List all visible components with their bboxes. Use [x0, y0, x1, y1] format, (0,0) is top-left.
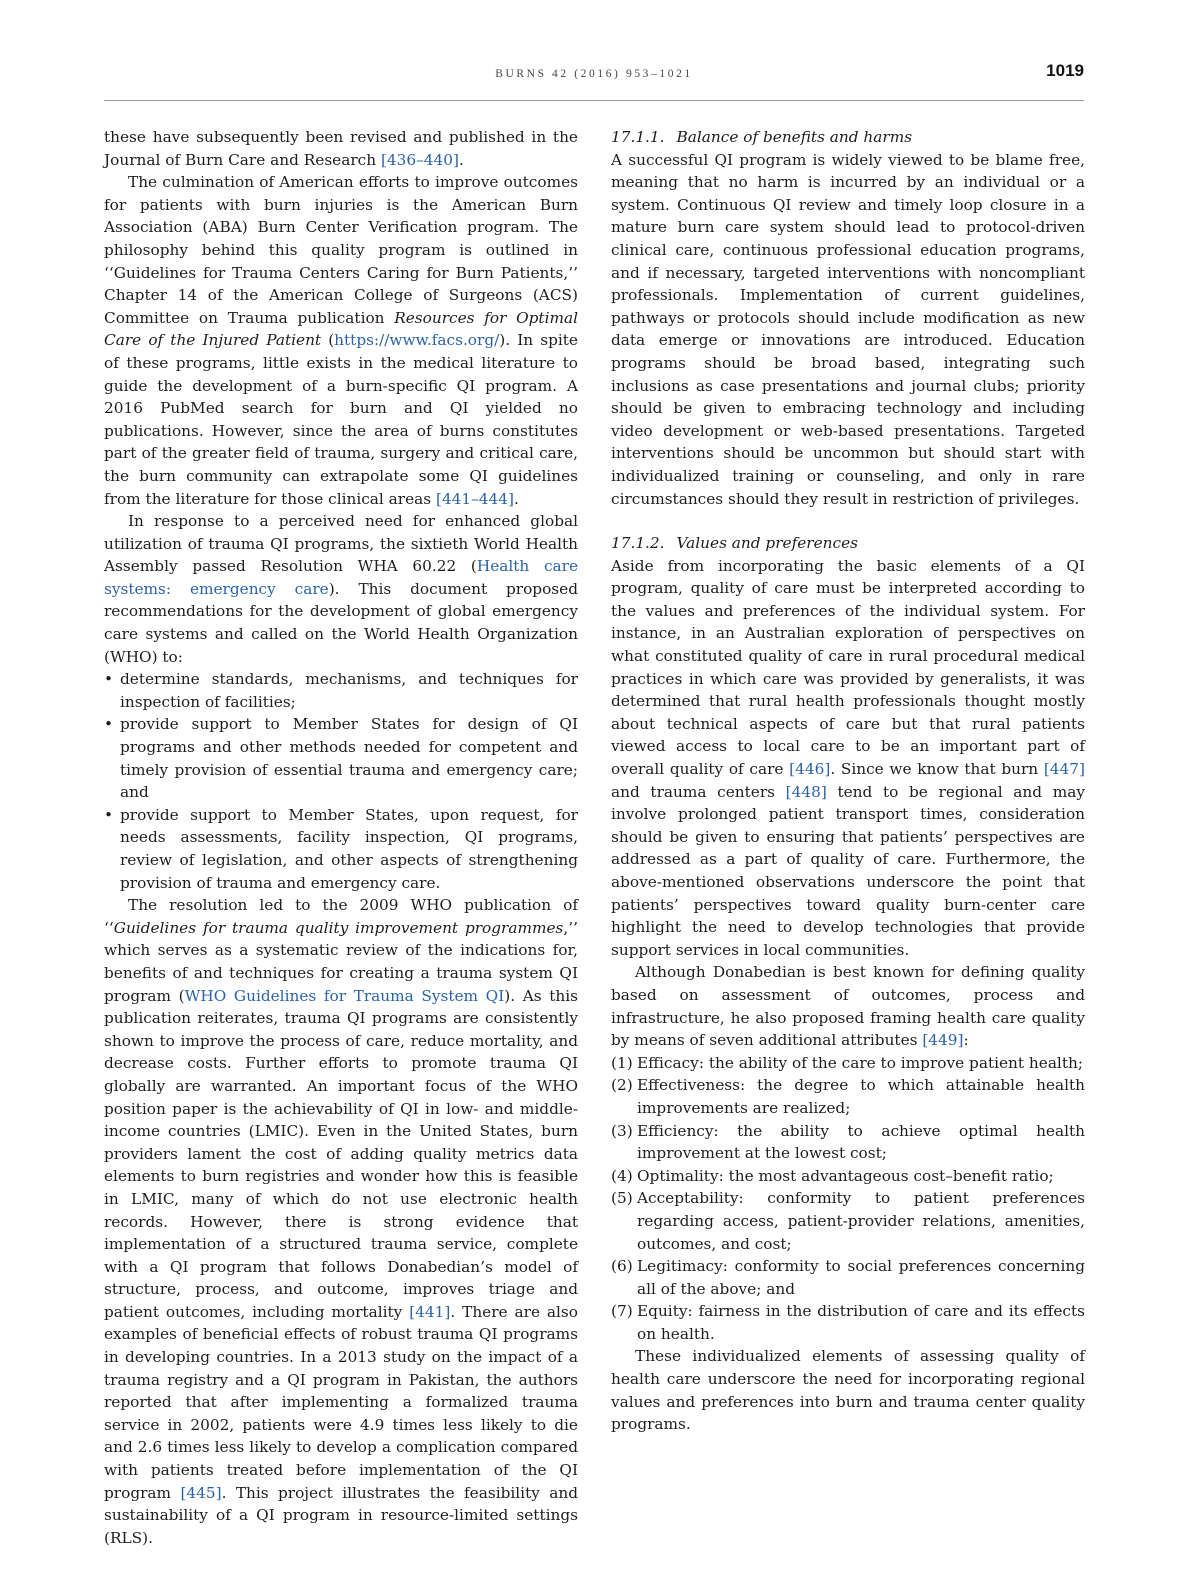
section-heading: 17.1.1. Balance of benefits and harms	[611, 128, 913, 146]
health-care-systems-link[interactable]: Health care systems: emergency care	[104, 557, 578, 598]
citation-link[interactable]: [446]	[789, 760, 831, 779]
attribute-item: (2) Effectiveness: the degree to which attainable health improvements are realized;	[611, 1076, 1085, 1117]
paragraph-conclusion: These individualized elements of assessing quality of health care underscore the need for incorporating regional values and preferences into burn and trauma center quality programs.	[611, 1347, 1085, 1434]
right-column	[611, 126, 1085, 1436]
who-bullet-list	[104, 668, 578, 894]
citation-link[interactable]: [449]	[922, 1031, 964, 1050]
italic-title: Guidelines for trauma quality improvement programmes	[113, 918, 564, 937]
attribute-item: (1) Efficacy: the ability of the care to improve patient health;	[611, 1053, 1083, 1072]
citation-link[interactable]: [441–444]	[435, 489, 514, 508]
page-number: 1019	[1046, 61, 1084, 80]
citation-link[interactable]: [445]	[180, 1483, 222, 1502]
attribute-item: (6) Legitimacy: conformity to social preferences concerning all of the above; and	[611, 1257, 1085, 1298]
bullet-item: • determine standards, mechanisms, and techniques for inspection of facilities;	[104, 668, 578, 713]
paragraph-aba: The culmination of American efforts to improve outcomes for patients with burn injuries is the American Burn Association (ABA) Burn Center Verification program. The philosophy behind this quality program is outlined in ‘‘Guidelines for Trauma Centers Caring for Burn Patients,’’ Chapter 14 of the American College of Surgeons (ACS) Committee on Trauma publication Resources for Optimal Care of the Injured Patient (https://www.facs.org/). In spite of these programs, little exists in the medical literature to guide the development of a burn-specific QI program. A 2016 PubMed search for burn and QI yielded no publications. However, since the area of burns constitutes part of the greater field of trauma, surgery and critical care, the burn community can extrapolate some QI guidelines from the literature for those clinical areas [441–444].	[104, 173, 578, 508]
left-column	[104, 126, 578, 1549]
attribute-item: (7) Equity: fairness in the distribution of care and its effects on health.	[611, 1302, 1085, 1343]
section-heading: 17.1.2. Values and preferences	[611, 534, 858, 553]
attributes-list	[611, 1052, 1085, 1346]
paragraph-values: Aside from incorporating the basic elements of a QI program, quality of care must be interpreted according to the values and preferences of the individual system. For instance, in an Australian exploration of perspectives on what constituted quality of care in rural procedural medical practices in which care was provided by generalists, it was determined that rural health professionals thought mostly about technical aspects of care but that rural patients viewed access to local care to be an important part of overall quality of care [446]. Since we know that burn [447] and trauma centers [448] tend to be regional and may involve prolonged patient transport times, consideration should be given to ensuring that patients’ perspectives are addressed as a part of quality of care. Furthermore, the above-mentioned observations underscore the point that patients’ perspectives toward quality burn-center care highlight the need to develop technologies that provide support services in local communities.	[611, 556, 1085, 959]
citation-link[interactable]: [441]	[409, 1302, 451, 1321]
page-header	[104, 60, 1084, 101]
who-guidelines-link[interactable]: WHO Guidelines for Trauma System QI	[184, 986, 505, 1005]
citation-link[interactable]: [448]	[785, 782, 827, 801]
paragraph-continuation: these have subsequently been revised and published in the Journal of Burn Care and Research [436–440].	[104, 128, 578, 169]
paragraph-who-publication: The resolution led to the 2009 WHO publication of ‘‘Guidelines for trauma quality improvement programmes,’’ which serves as a systematic review of the indications for, benefits of and techniques for creating a trauma system QI program (WHO Guidelines for Trauma System QI). As this publication reiterates, trauma QI programs are consistently shown to improve the process of care, reduce mortality, and decrease costs. Further efforts to promote trauma QI globally are warranted. An important focus of the WHO position paper is the achievability of QI in low- and middle-income countries (LMIC). Even in the United States, burn providers lament the cost of adding quality metrics data elements to burn registries and wonder how this is feasible in LMIC, many of which do not use electronic health records. However, there is strong evidence that implementation of a structured trauma service, complete with a QI program that follows Donabedian’s model of structure, process, and outcome, improves triage and patient outcomes, including mortality [441]. There are also examples of beneficial effects of robust trauma QI programs in developing countries. In a 2013 study on the impact of a trauma registry and a QI program in Pakistan, the authors reported that after implementing a formalized trauma service in 2002, patients were 4.9 times less likely to die and 2.6 times less likely to develop a complication compared with patients treated before implementation of the QI program [445]. This project illustrates the feasibility and sustainability of a QI program in resource-limited settings (RLS).	[104, 896, 579, 1547]
italic-title: Resources for Optimal Care of the Injured Patient	[104, 308, 578, 350]
bullet-item: • provide support to Member States for design of QI programs and other methods needed for competent and timely provision of essential trauma and emergency care; and	[104, 713, 578, 803]
facs-url-link[interactable]: https://www.facs.org/	[334, 331, 500, 350]
citation-link[interactable]: [436–440]	[380, 150, 459, 169]
paragraph-wha: In response to a perceived need for enhanced global utilization of trauma QI programs, the sixtieth World Health Assembly passed Resolution WHA 60.22 (Health care systems: emergency care). This document proposed recommendations for the development of global emergency care systems and called on the World Health Organization (WHO) to:	[104, 512, 579, 666]
attribute-item: (4) Optimality: the most advantageous cost–benefit ratio;	[611, 1166, 1054, 1185]
attribute-item: (5) Acceptability: conformity to patient preferences regarding access, patient-provider relations, amenities, outcomes, and cost;	[611, 1189, 1085, 1253]
attribute-item: (3) Efficiency: the ability to achieve optimal health improvement at the lowest cost;	[611, 1121, 1085, 1163]
paragraph-benefits-harms: A successful QI program is widely viewed to be blame free, meaning that no harm is incurred by an individual or a system. Continuous QI review and timely loop closure in a mature burn care system should lead to protocol-driven clinical care, continuous professional education programs, and if necessary, targeted interventions with noncompliant professionals. Implementation of current guidelines, pathways or protocols should include modification as new data emerge or innovations are introduced. Education programs should be broad based, integrating such inclusions as case presentations and journal clubs; priority should be given to embracing technology and including video development or web-based presentations. Targeted interventions should be uncommon but should start with individualized training or counseling, and only in rare circumstances should they result in restriction of privileges.	[611, 150, 1085, 508]
paragraph-donabedian: Although Donabedian is best known for defining quality based on assessment of outcomes, process and infrastructure, he also proposed framing health care quality by means of seven additional attributes [449]:	[611, 963, 1085, 1050]
journal-citation: BURNS 42 (2016) 953–1021	[495, 68, 693, 80]
bullet-item: • provide support to Member States, upon request, for needs assessments, facility inspection, QI programs, review of legislation, and other aspects of strengthening provision of trauma and emergency care.	[104, 804, 578, 894]
citation-link[interactable]: [447]	[1043, 760, 1085, 779]
